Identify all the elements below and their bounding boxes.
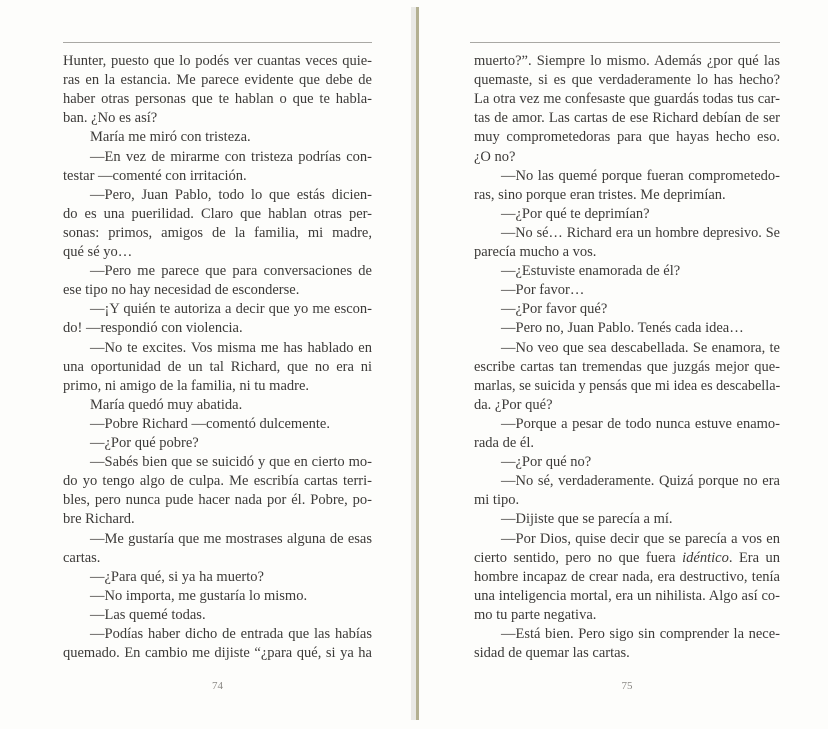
text-line: —Las quemé todas. [90, 606, 206, 623]
text-line: —Está bien. Pero sigo sin comprender la nece- [501, 626, 780, 642]
text-line: una inteligencia mortal, era un nihilista. Algo así co- [474, 587, 780, 604]
text-line: ban. ¿No es así? [63, 110, 158, 127]
header-rule [63, 42, 372, 43]
text-line: —¿Por qué no? [501, 454, 592, 471]
text-line: cierto sentido, pero no que fuera idéntico. Era un [474, 549, 781, 566]
page-number: 74 [212, 680, 223, 692]
text-line: La otra vez me confesaste que guardás todas tus car- [474, 91, 780, 108]
left-page [63, 0, 372, 729]
text-line: quemado. En cambio me dijiste “¿para qué, si ya ha [63, 645, 372, 662]
text-line: bre Richard. [63, 511, 135, 528]
text-line: —Por Dios, quise decir que se parecía a vos en [501, 530, 780, 547]
text-line: —No sé, verdaderamente. Quizá porque no era [501, 473, 780, 490]
text-line: testar —comenté con irritación. [63, 167, 247, 184]
book-spine-shadow [416, 7, 419, 720]
text-line: —Pero, Juan Pablo, todo lo que estás dicien- [90, 186, 372, 203]
text-line: —Me gustaría que me mostrases alguna de esas [90, 530, 372, 547]
text-line: muerto?”. Siempre lo mismo. Además ¿por qué las [474, 53, 780, 69]
text-line: —No sé… Richard era un hombre depresivo. Se [501, 224, 780, 241]
text-line: —En vez de mirarme con tristeza podrías con- [90, 148, 372, 165]
text-line: —Pero me parece que para conversaciones de [90, 263, 372, 280]
text-line: Hunter, puesto que lo podés ver cuantas veces quie- [63, 53, 372, 69]
text-line: ras en la estancia. Me parece evidente que debe de [63, 72, 372, 89]
text-line: María me miró con tristeza. [90, 129, 251, 146]
text-line: mo tu parte negativa. [474, 606, 597, 623]
text-line: rada de él. [474, 435, 534, 451]
text-line: muy comprometedoras para que hayas hecho eso. [474, 129, 780, 146]
text-line: da. ¿Por qué? [474, 396, 553, 413]
text-line: ese tipo no hay necesidad de esconderse. [63, 282, 300, 299]
text-line: qué sé yo… [63, 244, 133, 260]
text-line: quemaste, si es que verdaderamente lo has hecho? [474, 72, 780, 89]
text-line: do es una puerilidad. Claro que hablan otras per- [63, 205, 372, 222]
text-line: —¿Para qué, si ya ha muerto? [90, 568, 264, 585]
text-line: —Podías haber dicho de entrada que las habías [90, 626, 372, 642]
text-line: —Dijiste que se parecía a mí. [501, 511, 673, 528]
text-line: sidad de quemar las cartas. [474, 645, 630, 662]
text-line: —¿Estuviste enamorada de él? [501, 263, 681, 280]
text-line: María quedó muy abatida. [90, 396, 243, 413]
text-line: do! —respondió con violencia. [63, 320, 243, 337]
text-line: haber otras personas que te hablan o que te habla- [63, 91, 372, 108]
text-line: —No las quemé porque fueran comprometedo- [501, 167, 780, 184]
text-line: —¿Por qué te deprimían? [501, 205, 650, 222]
text-line: —Porque a pesar de todo nunca estuve enamo- [501, 415, 780, 432]
text-line: do yo tengo algo de culpa. Me escribía cartas terri- [63, 473, 372, 490]
text-line: —No te excites. Vos misma me has hablado en [90, 339, 372, 356]
text-line: —Pero no, Juan Pablo. Tenés cada idea… [501, 320, 744, 337]
text-line: —¡Y quién te autoriza a decir que yo me escon- [90, 301, 372, 318]
text-line: cartas. [63, 549, 101, 566]
text-line: parecía mucho a vos. [474, 244, 597, 260]
text-line: bles, pero nunca pude hacer nada por él. Pobre, po- [63, 492, 372, 509]
text-line: —No veo que sea descabellada. Se enamora, te [501, 339, 780, 356]
text-line: una oportunidad de un tal Richard, que no era ni [63, 358, 372, 375]
text-line: —Por favor… [501, 282, 585, 299]
text-line: tas de amor. Las cartas de ese Richard debían de ser [474, 110, 780, 127]
text-line: hombre incapaz de crear nada, era destructivo, tenía [474, 568, 780, 585]
text-line: ¿O no? [474, 148, 516, 165]
text-line: mi tipo. [474, 492, 520, 509]
text-line: —Pobre Richard —comentó dulcemente. [90, 415, 330, 432]
text-line: —¿Por qué pobre? [90, 435, 199, 451]
page-number: 75 [621, 680, 633, 692]
header-rule [470, 42, 780, 43]
text-line: primo, ni amigo de la familia, ni tu madre. [63, 377, 310, 394]
text-line: escribe cartas tan tremendas que juzgás mejor que- [474, 358, 780, 375]
right-page [474, 0, 780, 729]
text-line: —No importa, me gustaría lo mismo. [90, 587, 308, 604]
text-line: marlas, se suicida y pensás que mi idea es descabella- [474, 377, 781, 394]
text-line: ras, sino porque eran tristes. Me deprimían. [474, 186, 726, 203]
text-line: sonas: primos, amigos de la familia, mi madre, [63, 224, 372, 241]
text-line: —Sabés bien que se suicidó y que en cierto mo- [90, 454, 372, 471]
text-line: —¿Por favor qué? [501, 301, 608, 318]
